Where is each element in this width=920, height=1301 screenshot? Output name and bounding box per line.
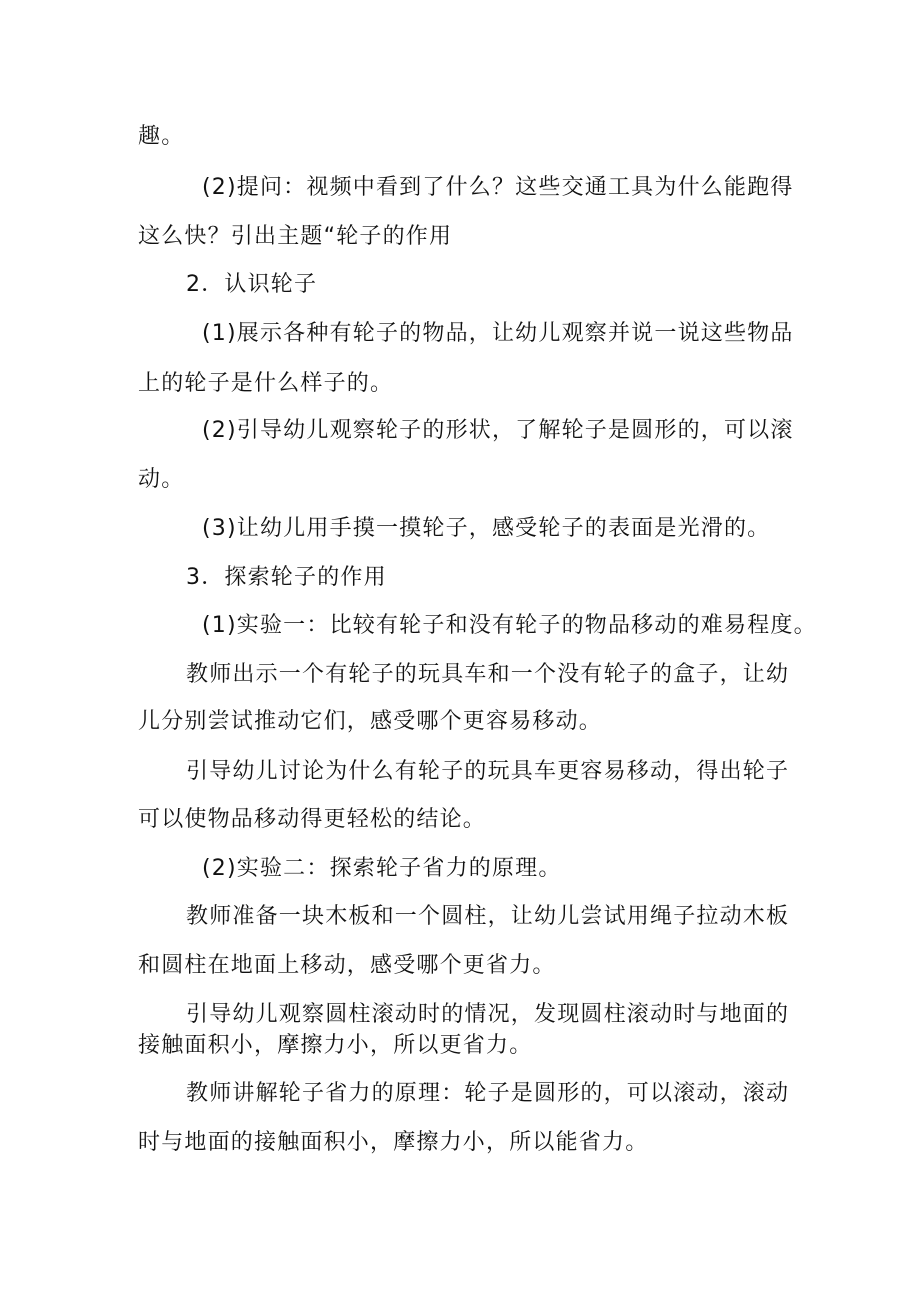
section-heading-explore-function: 3．探索轮子的作用 [186,565,387,590]
text-line-teacher-prepares: 教师准备一块木板和一个圆柱，让幼儿尝试用绳子拉动木板 [186,904,790,929]
text-line-experiment-two: (2)实验二：探索轮子省力的原理。 [202,856,562,881]
text-line-continuation: 趣。 [138,124,185,149]
text-line-observe-cylinder: 引导幼儿观察圆柱滚动时的情况，发现圆柱滚动时与地面的 [186,1002,790,1027]
text-line-observe-shape: (2)引导幼儿观察轮子的形状，了解轮子是圆形的，可以滚 [202,418,794,443]
text-line-display-items-cont: 上的轮子是什么样子的。 [138,371,394,396]
section-heading-know-wheels: 2．认识轮子 [186,272,318,297]
text-line-teacher-explains-cont: 时与地面的接触面积小，摩擦力小，所以能省力。 [138,1130,649,1155]
text-line-question: (2)提问：视频中看到了什么？这些交通工具为什么能跑得 [202,175,794,200]
text-line-display-items: (1)展示各种有轮子的物品，让幼儿观察并说一说这些物品 [202,321,794,346]
text-line-observe-cylinder-cont: 接触面积小，摩擦力小，所以更省力。 [138,1033,533,1058]
text-line-discuss: 引导幼儿讨论为什么有轮子的玩具车更容易移动，得出轮子 [186,759,790,784]
text-line-teacher-explains: 教师讲解轮子省力的原理：轮子是圆形的，可以滚动，滚动 [186,1081,790,1106]
text-line-observe-shape-cont: 动。 [138,467,185,492]
text-line-teacher-prepares-cont: 和圆柱在地面上移动，感受哪个更省力。 [138,953,556,978]
text-line-touch-wheel: (3)让幼儿用手摸一摸轮子，感受轮子的表面是光滑的。 [202,516,771,541]
text-line-question-cont: 这么快？引出主题“轮子的作用 [138,224,453,249]
text-line-teacher-shows: 教师出示一个有轮子的玩具车和一个没有轮子的盒子，让幼 [186,662,790,687]
text-line-teacher-shows-cont: 儿分别尝试推动它们，感受哪个更容易移动。 [138,709,603,734]
text-line-discuss-cont: 可以使物品移动得更轻松的结论。 [138,807,487,832]
text-line-experiment-one: (1)实验一：比较有轮子和没有轮子的物品移动的难易程度。 [202,613,817,638]
